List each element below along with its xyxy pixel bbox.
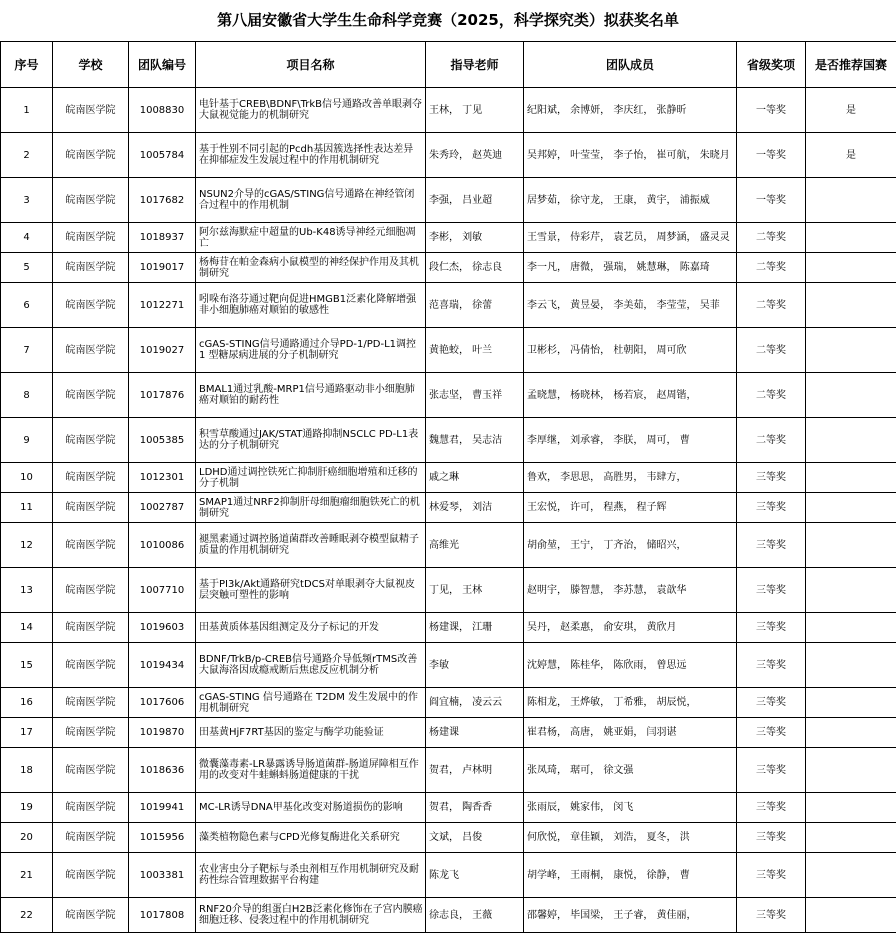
table-row [1, 853, 896, 898]
cell-no: 16 [1, 688, 53, 718]
cell-team: 1019603 [129, 613, 196, 643]
cell-national [806, 493, 896, 523]
cell-members: 崔君杨， 高唐， 姚亚娟， 闫羽谌 [524, 718, 737, 748]
cell-members: 孟晓慧， 杨晓林， 杨若宸， 赵周锴， [524, 373, 737, 418]
cell-national [806, 178, 896, 223]
cell-team: 1019870 [129, 718, 196, 748]
cell-no: 21 [1, 853, 53, 898]
cell-national [806, 373, 896, 418]
cell-award: 三等奖 [737, 643, 806, 688]
cell-school: 皖南医学院 [53, 643, 129, 688]
table-row [1, 373, 896, 418]
cell-team: 1017808 [129, 898, 196, 933]
cell-school: 皖南医学院 [53, 373, 129, 418]
col-header-school: 学校 [53, 42, 129, 88]
cell-school: 皖南医学院 [53, 523, 129, 568]
cell-members: 胡俞堃， 王宁， 丁齐治， 储昭兴， [524, 523, 737, 568]
table-row [1, 493, 896, 523]
cell-no: 17 [1, 718, 53, 748]
cell-award: 一等奖 [737, 178, 806, 223]
cell-advisor: 林爱琴， 刘洁 [426, 493, 524, 523]
cell-team: 1005385 [129, 418, 196, 463]
table-row [1, 793, 896, 823]
col-header-members: 团队成员 [524, 42, 737, 88]
cell-members: 张雨辰， 姚家伟， 闵飞 [524, 793, 737, 823]
cell-team: 1019027 [129, 328, 196, 373]
cell-award: 二等奖 [737, 253, 806, 283]
cell-award: 三等奖 [737, 688, 806, 718]
cell-award: 三等奖 [737, 793, 806, 823]
cell-project: 褪黑素通过调控肠道菌群改善睡眠剥夺模型鼠精子质量的作用机制研究 [196, 523, 426, 568]
cell-advisor: 戚之琳 [426, 463, 524, 493]
cell-no: 19 [1, 793, 53, 823]
cell-award: 一等奖 [737, 133, 806, 178]
cell-members: 李厚继， 刘承睿， 李朕， 周可， 曹 [524, 418, 737, 463]
cell-no: 9 [1, 418, 53, 463]
cell-national [806, 898, 896, 933]
col-header-award: 省级奖项 [737, 42, 806, 88]
cell-team: 1008830 [129, 88, 196, 133]
cell-school: 皖南医学院 [53, 133, 129, 178]
cell-project: cGAS-STING信号通路通过介导PD-1/PD-L1调控 1 型糖尿病进展的分子机制研究 [196, 328, 426, 373]
cell-advisor: 丁见， 王林 [426, 568, 524, 613]
cell-national [806, 643, 896, 688]
table-row [1, 523, 896, 568]
table-row [1, 643, 896, 688]
cell-project: 吲哚布洛芬通过靶向促进HMGB1泛素化降解增强非小细胞肺癌对顺铂的敏感性 [196, 283, 426, 328]
cell-advisor: 王林， 丁见 [426, 88, 524, 133]
cell-school: 皖南医学院 [53, 88, 129, 133]
cell-no: 10 [1, 463, 53, 493]
cell-team: 1019941 [129, 793, 196, 823]
cell-team: 1017682 [129, 178, 196, 223]
cell-national [806, 688, 896, 718]
cell-advisor: 黄艳蛟， 叶兰 [426, 328, 524, 373]
cell-award: 三等奖 [737, 523, 806, 568]
cell-advisor: 段仁杰， 徐志良 [426, 253, 524, 283]
cell-national [806, 793, 896, 823]
cell-school: 皖南医学院 [53, 493, 129, 523]
cell-project: 阿尔兹海默症中超量的Ub-K48诱导神经元细胞凋亡 [196, 223, 426, 253]
cell-no: 22 [1, 898, 53, 933]
cell-project: MC-LR诱导DNA甲基化改变对肠道损伤的影响 [196, 793, 426, 823]
cell-no: 1 [1, 88, 53, 133]
cell-no: 6 [1, 283, 53, 328]
cell-no: 2 [1, 133, 53, 178]
cell-team: 1002787 [129, 493, 196, 523]
cell-no: 15 [1, 643, 53, 688]
cell-award: 三等奖 [737, 568, 806, 613]
cell-team: 1010086 [129, 523, 196, 568]
cell-school: 皖南医学院 [53, 898, 129, 933]
cell-no: 14 [1, 613, 53, 643]
cell-project: BDNF/TrkB/p-CREB信号通路介导低频rTMS改善大鼠海洛因成瘾戒断后焦虑反应机制分析 [196, 643, 426, 688]
cell-advisor: 徐志良， 王薇 [426, 898, 524, 933]
cell-school: 皖南医学院 [53, 793, 129, 823]
cell-project: SMAP1通过NRF2抑制肝母细胞瘤细胞铁死亡的机制研究 [196, 493, 426, 523]
cell-team: 1005784 [129, 133, 196, 178]
cell-members: 王宏悦， 许可， 程燕， 程子辉 [524, 493, 737, 523]
cell-team: 1018636 [129, 748, 196, 793]
cell-advisor: 贺君， 陶香香 [426, 793, 524, 823]
table-row [1, 283, 896, 328]
cell-advisor: 阎宜楠， 凌云云 [426, 688, 524, 718]
cell-award: 一等奖 [737, 88, 806, 133]
cell-no: 18 [1, 748, 53, 793]
cell-no: 11 [1, 493, 53, 523]
table-row [1, 178, 896, 223]
col-header-no: 序号 [1, 42, 53, 88]
cell-advisor: 范喜瑞， 徐蕾 [426, 283, 524, 328]
cell-no: 13 [1, 568, 53, 613]
table-row [1, 613, 896, 643]
cell-national [806, 718, 896, 748]
cell-project: cGAS-STING 信号通路在 T2DM 发生发展中的作用机制研究 [196, 688, 426, 718]
cell-national [806, 523, 896, 568]
cell-team: 1012271 [129, 283, 196, 328]
cell-award: 三等奖 [737, 853, 806, 898]
cell-members: 陈相龙， 王烨敏， 丁希雅， 胡辰悦， [524, 688, 737, 718]
table-row [1, 223, 896, 253]
cell-no: 4 [1, 223, 53, 253]
cell-national [806, 463, 896, 493]
cell-team: 1019434 [129, 643, 196, 688]
cell-national: 是 [806, 133, 896, 178]
cell-school: 皖南医学院 [53, 568, 129, 613]
cell-members: 卫彬杉， 冯倩怡， 杜朝阳， 周可欣 [524, 328, 737, 373]
cell-national [806, 283, 896, 328]
table-row [1, 898, 896, 933]
cell-team: 1007710 [129, 568, 196, 613]
cell-project: 电针基于CREB\BDNF\TrkB信号通路改善单眼剥夺大鼠视觉能力的机制研究 [196, 88, 426, 133]
table-row [1, 463, 896, 493]
cell-award: 二等奖 [737, 283, 806, 328]
cell-award: 三等奖 [737, 613, 806, 643]
table-row [1, 718, 896, 748]
cell-school: 皖南医学院 [53, 418, 129, 463]
table-row [1, 253, 896, 283]
cell-team: 1015956 [129, 823, 196, 853]
cell-school: 皖南医学院 [53, 283, 129, 328]
cell-team: 1017876 [129, 373, 196, 418]
cell-award: 三等奖 [737, 463, 806, 493]
cell-project: 田基黄HjF7RT基因的鉴定与酶学功能验证 [196, 718, 426, 748]
table-row [1, 88, 896, 133]
cell-national [806, 748, 896, 793]
cell-members: 李云飞， 黄昱晏， 李美茹， 李莹莹， 吴菲 [524, 283, 737, 328]
cell-project: LDHD通过调控铁死亡抑制肝癌细胞增殖和迁移的分子机制 [196, 463, 426, 493]
cell-advisor: 李敏 [426, 643, 524, 688]
cell-award: 二等奖 [737, 418, 806, 463]
cell-school: 皖南医学院 [53, 613, 129, 643]
cell-school: 皖南医学院 [53, 253, 129, 283]
cell-team: 1003381 [129, 853, 196, 898]
cell-school: 皖南医学院 [53, 223, 129, 253]
cell-school: 皖南医学院 [53, 718, 129, 748]
col-header-advisor: 指导老师 [426, 42, 524, 88]
col-header-team: 团队编号 [129, 42, 196, 88]
table-row [1, 748, 896, 793]
table-row [1, 418, 896, 463]
table-row [1, 328, 896, 373]
cell-members: 王雪景， 侍彩芹， 袁艺员， 周梦涵， 盛灵灵 [524, 223, 737, 253]
cell-advisor: 杨建课 [426, 718, 524, 748]
cell-project: 基于性别不同引起的Pcdh基因簇选择性表达差异在抑郁症发生发展过程中的作用机制研究 [196, 133, 426, 178]
cell-award: 三等奖 [737, 493, 806, 523]
cell-members: 居梦茹， 徐守龙， 王康， 黄宇， 浦振威 [524, 178, 737, 223]
cell-national [806, 418, 896, 463]
cell-no: 5 [1, 253, 53, 283]
cell-advisor: 文斌， 吕俊 [426, 823, 524, 853]
cell-team: 1012301 [129, 463, 196, 493]
table-row [1, 823, 896, 853]
table-row [1, 568, 896, 613]
col-header-project: 项目名称 [196, 42, 426, 88]
cell-advisor: 魏慧君， 吴志洁 [426, 418, 524, 463]
cell-school: 皖南医学院 [53, 688, 129, 718]
cell-advisor: 贺君， 卢林明 [426, 748, 524, 793]
cell-school: 皖南医学院 [53, 748, 129, 793]
cell-national [806, 853, 896, 898]
cell-project: 基于PI3k/Akt通路研究tDCS对单眼剥夺大鼠视皮层突触可塑性的影响 [196, 568, 426, 613]
cell-no: 7 [1, 328, 53, 373]
cell-advisor: 陈龙飞 [426, 853, 524, 898]
cell-national [806, 223, 896, 253]
cell-project: 杨梅苷在帕金森病小鼠模型的神经保护作用及其机制研究 [196, 253, 426, 283]
cell-national [806, 613, 896, 643]
cell-award: 二等奖 [737, 328, 806, 373]
cell-project: 田基黄质体基因组测定及分子标记的开发 [196, 613, 426, 643]
cell-advisor: 张志坚， 曹玉祥 [426, 373, 524, 418]
cell-award: 三等奖 [737, 718, 806, 748]
cell-members: 吴邦婷， 叶莹莹， 李子怡， 崔可航， 朱晓月 [524, 133, 737, 178]
cell-no: 20 [1, 823, 53, 853]
cell-members: 邵馨婷， 毕国梁， 王子睿， 黄佳丽， [524, 898, 737, 933]
cell-advisor: 朱秀玲， 赵英迪 [426, 133, 524, 178]
cell-members: 李一凡， 唐微， 强瑞， 姚慧琳， 陈嘉琦 [524, 253, 737, 283]
cell-national [806, 823, 896, 853]
cell-project: 农业害虫分子靶标与杀虫剂相互作用机制研究及耐药性综合管理数据平台构建 [196, 853, 426, 898]
cell-members: 何欣悦， 章佳颖， 刘浩， 夏冬， 洪 [524, 823, 737, 853]
cell-members: 赵明宇， 滕智慧， 李苏慧， 袁歆华 [524, 568, 737, 613]
cell-advisor: 李强， 吕业超 [426, 178, 524, 223]
cell-team: 1019017 [129, 253, 196, 283]
table-row [1, 133, 896, 178]
cell-advisor: 李彬， 刘敏 [426, 223, 524, 253]
page-title: 第八届安徽省大学生生命科学竞赛（2025，科学探究类）拟获奖名单 [217, 11, 679, 29]
cell-members: 纪阳斌， 余博妍， 李庆红， 张静昕 [524, 88, 737, 133]
cell-team: 1018937 [129, 223, 196, 253]
cell-project: BMAL1通过乳酸-MRP1信号通路驱动非小细胞肺癌对顺铂的耐药性 [196, 373, 426, 418]
cell-project: RNF20介导的组蛋白H2B泛素化修饰在子宫内膜癌细胞迁移、侵袭过程中的作用机制研究 [196, 898, 426, 933]
cell-members: 鲁欢， 李思思， 高胜男， 韦肆方， [524, 463, 737, 493]
cell-national [806, 328, 896, 373]
award-table [0, 41, 896, 933]
cell-national [806, 253, 896, 283]
cell-members: 沈婷慧， 陈桂华， 陈欣雨， 曾思远 [524, 643, 737, 688]
cell-project: NSUN2介导的cGAS/STING信号通路在神经管闭合过程中的作用机制 [196, 178, 426, 223]
cell-school: 皖南医学院 [53, 463, 129, 493]
cell-award: 三等奖 [737, 898, 806, 933]
cell-no: 12 [1, 523, 53, 568]
table-row [1, 688, 896, 718]
col-header-national: 是否推荐国赛 [806, 42, 896, 88]
cell-members: 张凤琦， 琚可， 徐文强 [524, 748, 737, 793]
cell-award: 三等奖 [737, 748, 806, 793]
cell-award: 二等奖 [737, 373, 806, 418]
cell-no: 8 [1, 373, 53, 418]
cell-school: 皖南医学院 [53, 823, 129, 853]
cell-project: 积雪草酸通过JAK/STAT通路抑制NSCLC PD-L1表达的分子机制研究 [196, 418, 426, 463]
cell-national [806, 568, 896, 613]
cell-members: 吴丹， 赵柔惠， 俞安琪， 黄欣月 [524, 613, 737, 643]
header-row [1, 42, 896, 88]
cell-project: 藻类植物隐色素与CPD光修复酶进化关系研究 [196, 823, 426, 853]
cell-award: 二等奖 [737, 223, 806, 253]
cell-advisor: 杨建课， 江珊 [426, 613, 524, 643]
cell-project: 微囊藻毒素-LR暴露诱导肠道菌群-肠道屏障相互作用的改变对牛蛙蝌蚪肠道健康的干扰 [196, 748, 426, 793]
cell-team: 1017606 [129, 688, 196, 718]
cell-school: 皖南医学院 [53, 853, 129, 898]
cell-school: 皖南医学院 [53, 178, 129, 223]
cell-advisor: 高维光 [426, 523, 524, 568]
cell-no: 3 [1, 178, 53, 223]
cell-school: 皖南医学院 [53, 328, 129, 373]
cell-members: 胡学峰， 王雨桐， 康悦， 徐静， 曹 [524, 853, 737, 898]
cell-award: 三等奖 [737, 823, 806, 853]
cell-national: 是 [806, 88, 896, 133]
